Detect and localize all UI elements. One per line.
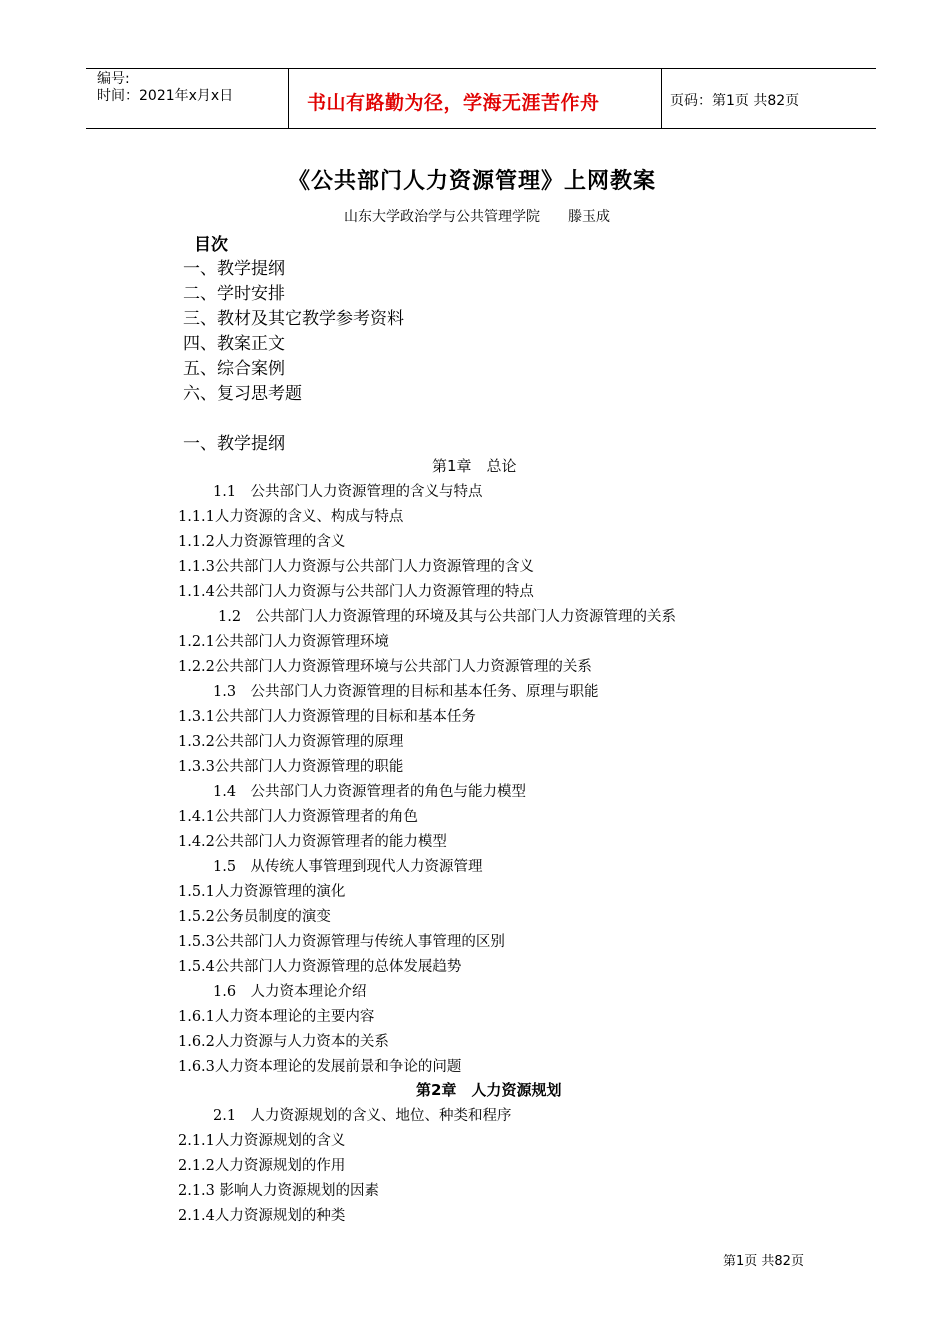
toc-heading: 目次 (194, 235, 228, 255)
outline-item: 1.1.1人力资源的含义、构成与特点 (178, 509, 404, 525)
toc-item: 三、教材及其它教学参考资料 (183, 309, 404, 329)
outline-item: 2.1.2人力资源规划的作用 (178, 1158, 346, 1174)
outline-item: 1.5.2公务员制度的演变 (178, 909, 331, 925)
outline-item: 1.3.2公共部门人力资源管理的原理 (178, 734, 404, 750)
header-number-label: 编号: (97, 71, 130, 87)
chapter-heading: 第2章 人力资源规划 (416, 1081, 562, 1099)
outline-section: 1.2 公共部门人力资源管理的环境及其与公共部门人力资源管理的关系 (218, 609, 677, 625)
toc-item: 四、教案正文 (183, 334, 285, 354)
header-top-rule (86, 68, 876, 69)
outline-item: 1.5.1人力资源管理的演化 (178, 884, 346, 900)
outline-section: 2.1 人力资源规划的含义、地位、种类和程序 (213, 1108, 512, 1124)
chapter-heading: 第1章 总论 (432, 457, 517, 475)
toc-item: 五、综合案例 (183, 359, 285, 379)
toc-item: 六、复习思考题 (183, 384, 302, 404)
outline-item: 1.3.3公共部门人力资源管理的职能 (178, 759, 404, 775)
outline-item: 1.1.4公共部门人力资源与公共部门人力资源管理的特点 (178, 584, 534, 600)
outline-item: 1.4.2公共部门人力资源管理者的能力模型 (178, 834, 447, 850)
outline-item: 1.6.1人力资本理论的主要内容 (178, 1009, 375, 1025)
outline-item: 1.3.1公共部门人力资源管理的目标和基本任务 (178, 709, 476, 725)
header-page-info: 页码：第1页 共82页 (670, 93, 800, 109)
section-heading: 一、教学提纲 (183, 434, 285, 454)
outline-item: 1.5.4公共部门人力资源管理的总体发展趋势 (178, 959, 462, 975)
outline-item: 1.1.3公共部门人力资源与公共部门人力资源管理的含义 (178, 559, 534, 575)
outline-item: 1.6.3人力资本理论的发展前景和争论的问题 (178, 1059, 462, 1075)
document-title: 《公共部门人力资源管理》上网教案 (288, 169, 657, 194)
outline-item: 2.1.3 影响人力资源规划的因素 (178, 1183, 380, 1199)
outline-item: 1.2.2公共部门人力资源管理环境与公共部门人力资源管理的关系 (178, 659, 592, 675)
outline-item: 1.2.1公共部门人力资源管理环境 (178, 634, 389, 650)
outline-section: 1.5 从传统人事管理到现代人力资源管理 (213, 859, 483, 875)
header-motto: 书山有路勤为径，学海无涯苦作舟 (307, 92, 600, 114)
header-divider-left (288, 68, 289, 129)
header-bottom-rule (86, 128, 876, 129)
toc-item: 一、教学提纲 (183, 259, 285, 279)
outline-item: 2.1.1人力资源规划的含义 (178, 1133, 346, 1149)
outline-section: 1.3 公共部门人力资源管理的目标和基本任务、原理与职能 (213, 684, 599, 700)
outline-section: 1.4 公共部门人力资源管理者的角色与能力模型 (213, 784, 527, 800)
toc-item: 二、学时安排 (183, 284, 285, 304)
outline-item: 1.4.1公共部门人力资源管理者的角色 (178, 809, 418, 825)
outline-item: 1.6.2人力资源与人力资本的关系 (178, 1034, 389, 1050)
header-time-label: 时间：2021年x月x日 (97, 88, 234, 104)
document-author: 山东大学政治学与公共管理学院 滕玉成 (344, 209, 610, 225)
footer-page-info: 第1页 共82页 (723, 1254, 804, 1269)
outline-section: 1.6 人力资本理论介绍 (213, 984, 367, 1000)
outline-item: 1.1.2人力资源管理的含义 (178, 534, 346, 550)
header-divider-right (661, 68, 662, 129)
outline-item: 1.5.3公共部门人力资源管理与传统人事管理的区别 (178, 934, 505, 950)
outline-section: 1.1 公共部门人力资源管理的含义与特点 (213, 484, 483, 500)
outline-item: 2.1.4人力资源规划的种类 (178, 1208, 346, 1224)
